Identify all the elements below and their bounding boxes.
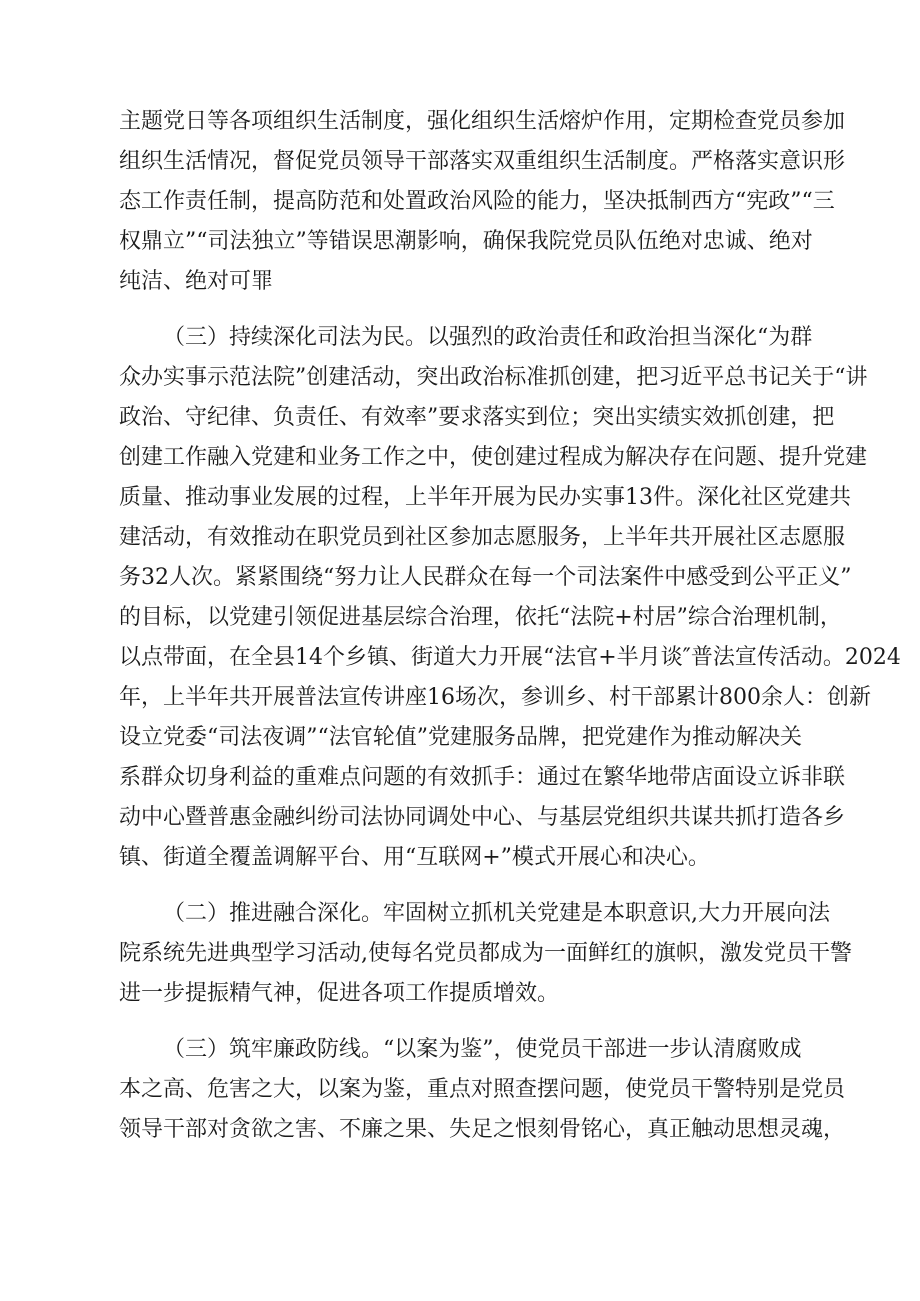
- text-line: 态工作责任制，提高防范和处置政治风险的能力，坚决抵制西方“宪政”“三: [119, 189, 835, 214]
- text-line: 院系统先进典型学习活动,使每名党员都成为一面鲜红的旗帜，激发党员干警: [119, 941, 852, 966]
- text-line: 组织生活情况，督促党员领导干部落实双重组织生活制度。严格落实意识形: [119, 149, 846, 174]
- text-line: 建活动，有效推动在职党员到社区参加志愿服务，上半年共开展社区志愿服: [119, 525, 846, 550]
- text-line: 创建工作融入党建和业务工作之中，使创建过程成为解决存在问题、提升党建: [119, 445, 868, 470]
- paragraph-first-line: （二）推进融合深化。牢固树立抓机关党建是本职意识,大力开展向法: [163, 901, 830, 926]
- text-line: 主题党日等各项组织生活制度，强化组织生活熔炉作用，定期检查党员参加: [119, 109, 846, 134]
- text-line: 动中心暨普惠金融纠纷司法协同调处中心、与基层党组织共谋共抓打造各乡: [119, 805, 846, 830]
- text-line: 领导干部对贪欲之害、不廉之果、失足之恨刻骨铭心，真正触动思想灵魂，: [119, 1117, 846, 1142]
- text-line: 年，上半年共开展普法宣传讲座16场次，参训乡、村干部累计800余人：创新: [119, 685, 871, 710]
- text-line: 纯洁、绝对可罪: [119, 269, 274, 294]
- text-line: 质量、推动事业发展的过程，上半年开展为民办实事13件。深化社区党建共: [119, 485, 851, 510]
- paragraph-first-line: （三）筑牢廉政防线。“以案为鉴”，使党员干部进一步认清腐败成: [163, 1037, 802, 1062]
- text-line: 以点带面，在全县14个乡镇、街道大力开展“法官+半月谈″普法宣传活动。2024: [119, 645, 901, 670]
- text-line: 权鼎立”“司法独立”等错误思潮影响，确保我院党员队伍绝对忠诚、绝对: [119, 229, 813, 254]
- paragraph-first-line: （三）持续深化司法为民。以强烈的政治责任和政治担当深化“为群: [163, 325, 813, 350]
- text-line: 务32人次。紧紧围绕“努力让人民群众在每一个司法案件中感受到公平正义”: [119, 565, 852, 590]
- text-line: 进一步提振精气神，促进各项工作提质增效。: [119, 981, 560, 1006]
- text-line: 的目标，以党建引领促进基层综合治理，依托“法院+村居”综合治理机制，: [119, 605, 842, 630]
- text-line: 本之高、危害之大，以案为鉴，重点对照查摆问题，使党员干警特别是党员: [119, 1077, 846, 1102]
- text-line: 设立党委“司法夜调”“法官轮值”党建服务品牌，把党建作为推动解决关: [119, 725, 802, 750]
- text-line: 镇、街道全覆盖调解平台、用“互联网+”模式开展心和决心。: [119, 845, 710, 870]
- text-line: 众办实事示范法院”创建活动，突出政治标准抓创建，把习近平总书记关于“讲: [119, 365, 868, 390]
- text-line: 系群众切身利益的重难点问题的有效抓手：通过在繁华地带店面设立诉非联: [119, 765, 846, 790]
- text-line: 政治、守纪律、负责任、有效率”要求落实到位；突出实绩实效抓创建，把: [119, 405, 835, 430]
